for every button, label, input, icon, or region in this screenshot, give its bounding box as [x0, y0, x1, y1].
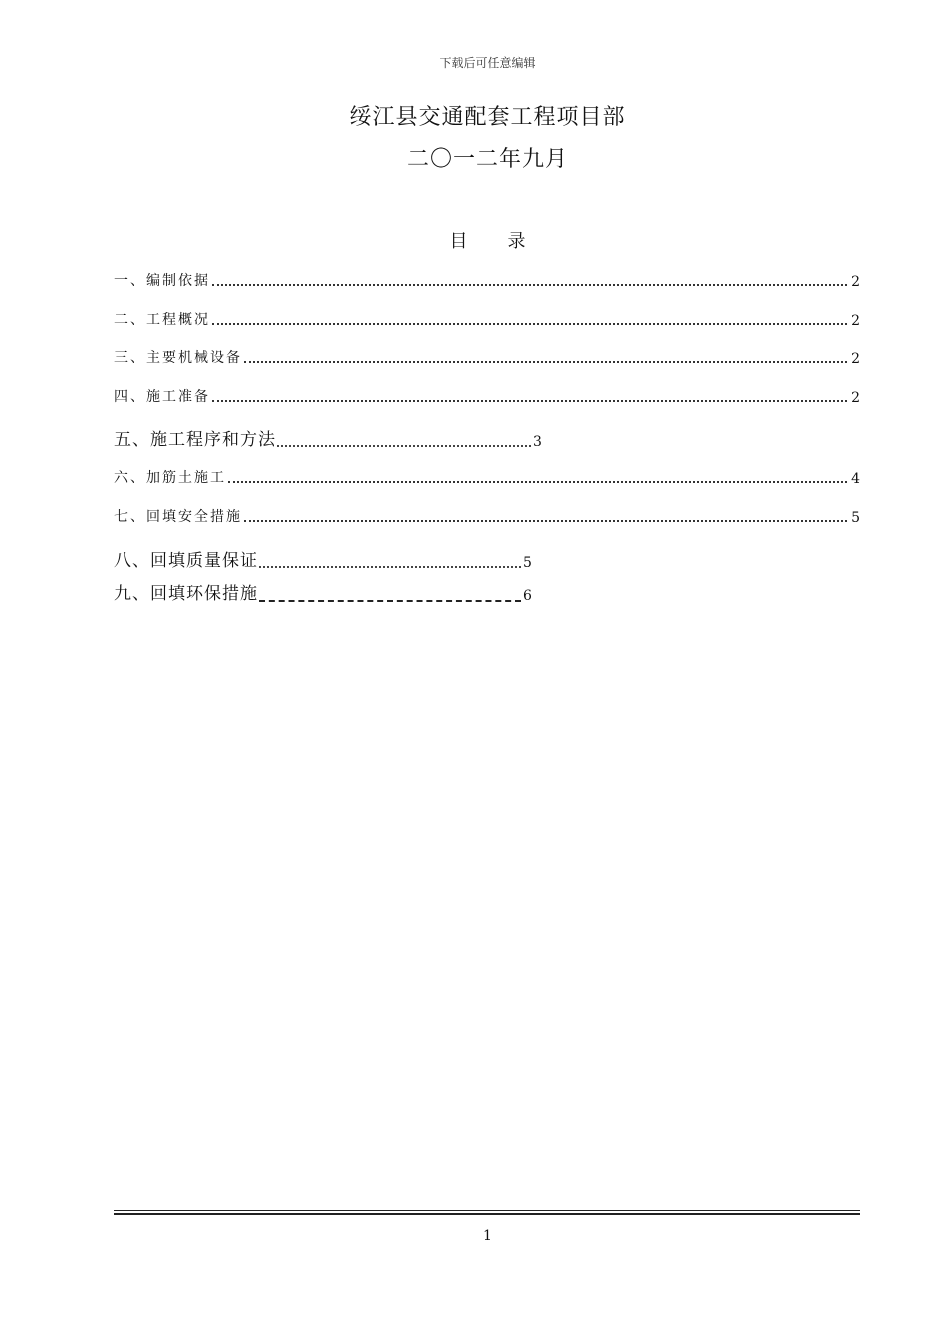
- toc-entry-label: 九、回填环保措施: [114, 584, 258, 604]
- organization-title: 绥江县交通配套工程项目部: [349, 105, 626, 130]
- toc-entry-label: 五、施工程序和方法: [114, 430, 276, 450]
- toc-entry-6[interactable]: [114, 467, 860, 487]
- toc-entry-3[interactable]: [114, 347, 860, 367]
- toc-dot-leader: [277, 444, 531, 447]
- toc-entry-page: 2: [851, 390, 860, 406]
- toc-dot-leader: [244, 360, 847, 363]
- toc-heading: 目录: [449, 231, 566, 252]
- toc-entry-5[interactable]: [114, 425, 542, 450]
- document-date: 二〇一二年九月: [406, 147, 568, 172]
- footer-divider-thick: [114, 1213, 860, 1215]
- footer-divider: [114, 1210, 860, 1211]
- toc-entry-label: 二、工程概况: [114, 312, 210, 328]
- toc-entry-page: 2: [851, 351, 860, 367]
- toc-entry-label: 六、加筋土施工: [114, 470, 226, 486]
- toc-dot-leader: [212, 399, 847, 402]
- toc-entry-2[interactable]: [114, 309, 860, 329]
- toc-entry-label: 四、施工准备: [114, 389, 210, 405]
- toc-dot-leader: [244, 519, 847, 522]
- toc-entry-page: 2: [851, 313, 860, 329]
- toc-entry-label: 三、主要机械设备: [114, 350, 242, 366]
- toc-entry-page: 5: [523, 555, 532, 571]
- toc-entry-page: 6: [523, 588, 532, 604]
- toc-entry-label: 八、回填质量保证: [114, 551, 258, 571]
- toc-entry-label: 七、回填安全措施: [114, 509, 242, 525]
- toc-entry-label: 一、编制依据: [114, 273, 210, 289]
- toc-entry-page: 3: [533, 434, 542, 450]
- toc-entry-7[interactable]: [114, 506, 860, 526]
- toc-entry-9[interactable]: [114, 579, 532, 604]
- toc-dash-leader: [259, 599, 521, 602]
- header-note: 下载后可任意编辑: [439, 56, 536, 70]
- toc-entry-1[interactable]: [114, 270, 860, 290]
- toc-dot-leader: [212, 322, 847, 325]
- toc-entry-4[interactable]: [114, 386, 860, 406]
- toc-dot-leader: [212, 283, 847, 286]
- toc-dot-leader: [228, 480, 847, 483]
- toc-entry-page: 5: [851, 510, 860, 526]
- toc-entry-page: 4: [851, 471, 860, 487]
- toc-entry-page: 2: [851, 274, 860, 290]
- toc-dot-leader: [259, 565, 521, 568]
- toc-entry-8[interactable]: [114, 546, 532, 571]
- page-number: 1: [483, 1228, 492, 1244]
